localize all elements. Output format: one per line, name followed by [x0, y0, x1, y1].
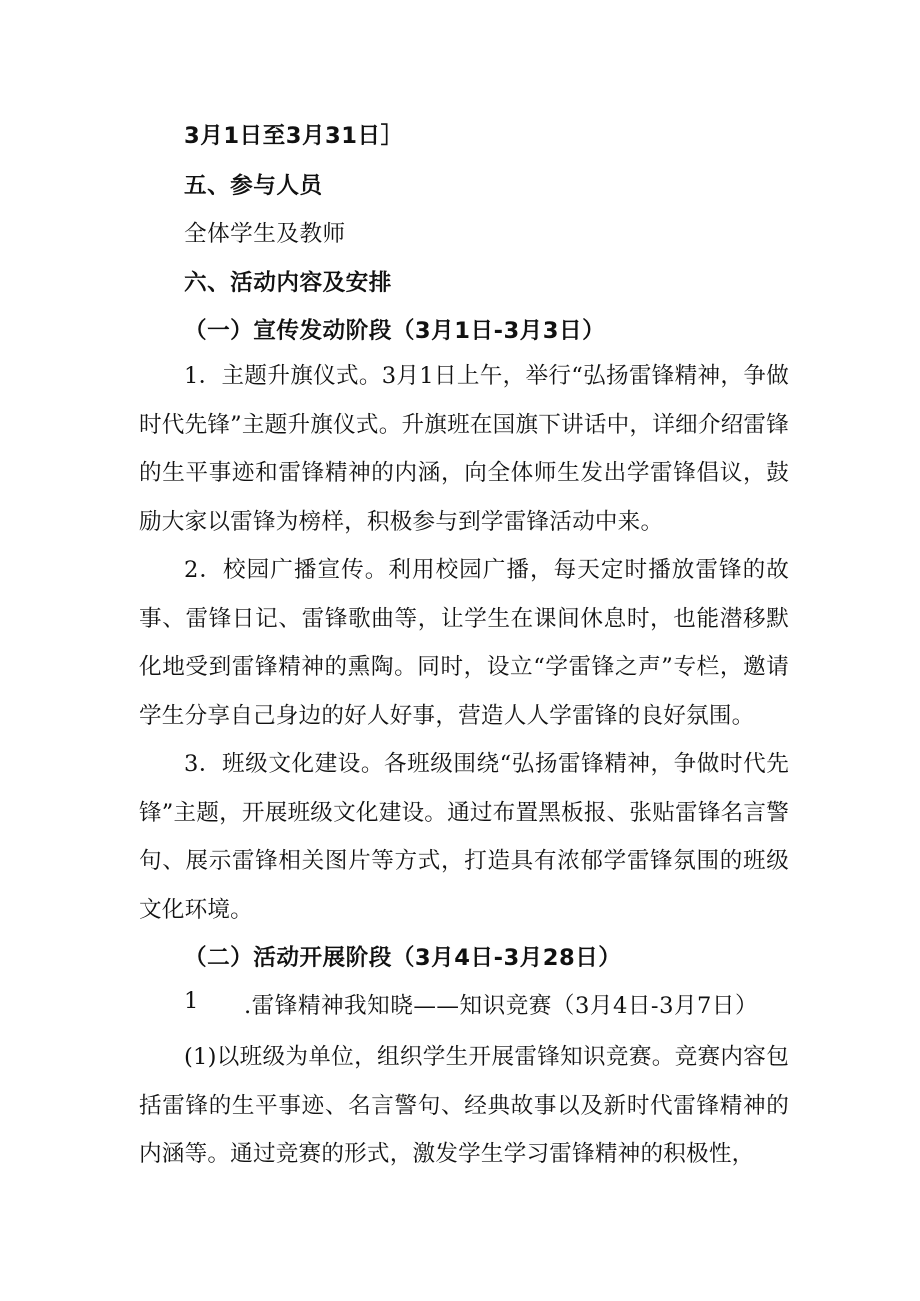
- date-range-end: 3月1日至3月31日］: [184, 123, 404, 149]
- section-5-title: 五、参与人员: [184, 173, 323, 199]
- paragraph-campus-broadcast: 2．校园广播宣传。利用校园广播，每天定时播放雷锋的故事、雷锋日记、雷锋歌曲等，让学生在课间休息时，也能潜移默化地受到雷锋精神的熏陶。同时，设立“学雷锋之声”专栏，邀请学生分享自己身边的好人好事，营造人人学雷锋的良好氛围。: [139, 557, 789, 729]
- paragraph-class-culture: 3．班级文化建设。各班级围绕“弘扬雷锋精神，争做时代先锋”主题，开展班级文化建设。通过布置黑板报、张贴雷锋名言警句、展示雷锋相关图片等方式，打造具有浓郁学雷锋氛围的班级文化环境。: [139, 751, 789, 923]
- paragraph-flag-ceremony: 1．主题升旗仪式。3月1日上午，举行“弘扬雷锋精神，争做时代先锋”主题升旗仪式。升旗班在国旗下讲话中，详细介绍雷锋的生平事迹和雷锋精神的内涵，向全体师生发出学雷锋倡议，鼓励大家以雷锋为榜样，积极参与到学雷锋活动中来。: [139, 363, 789, 535]
- paragraph-knowledge-contest: (1)以班级为单位，组织学生开展雷锋知识竞赛。竞赛内容包括雷锋的生平事迹、名言警句、经典故事以及新时代雷锋精神的内涵等。通过竞赛的形式，激发学生学习雷锋精神的积极性，: [139, 1044, 789, 1167]
- item-2-1-number: 1: [184, 988, 199, 1014]
- section-6-title: 六、活动内容及安排: [184, 270, 392, 296]
- item-2-1-title: .雷锋精神我知晓——知识竞赛（3月4日-3月7日）: [244, 993, 759, 1019]
- section-5-body: 全体学生及教师: [184, 221, 346, 247]
- stage-2-title: （二）活动开展阶段（3月4日-3月28日）: [184, 945, 622, 971]
- stage-1-title: （一）宣传发动阶段（3月1日-3月3日）: [184, 318, 606, 344]
